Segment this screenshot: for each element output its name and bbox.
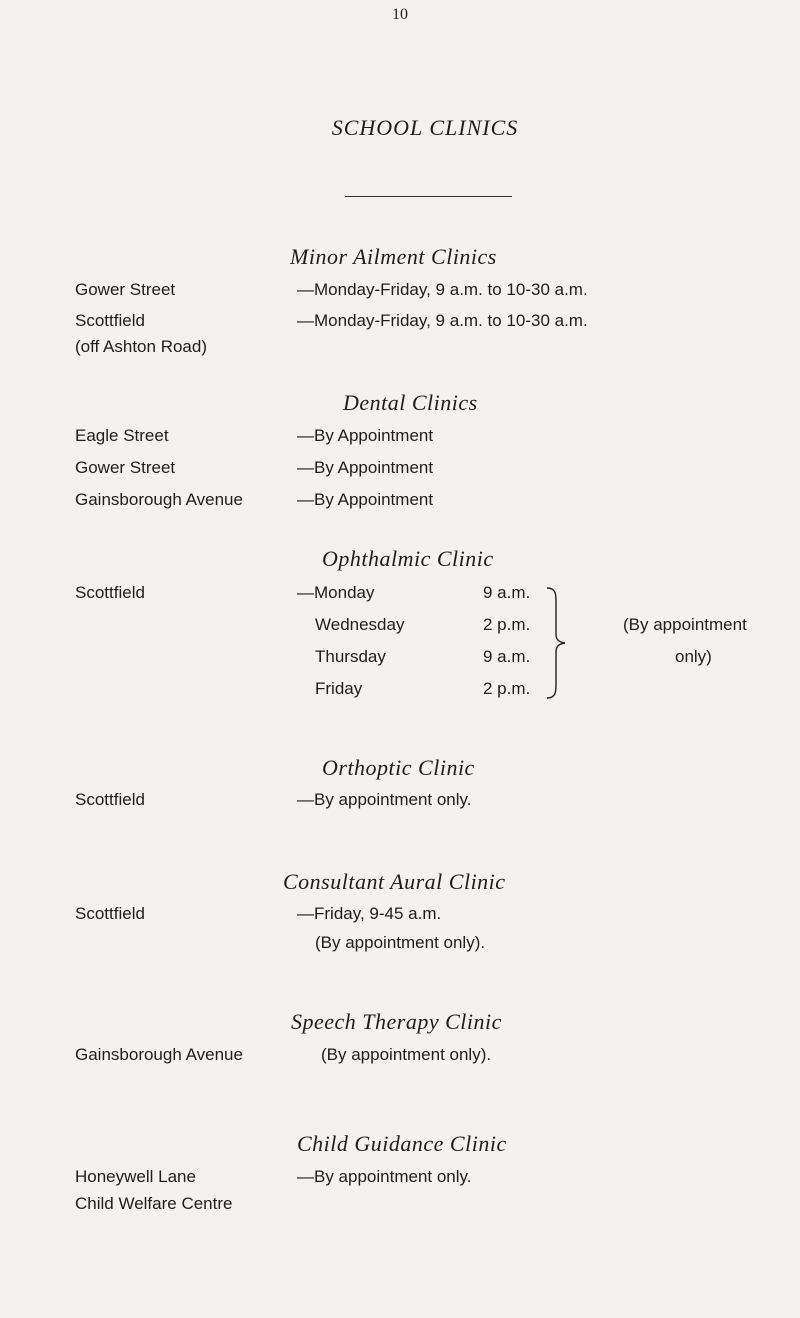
minor-hours-gower: —Monday-Friday, 9 a.m. to 10-30 a.m. [297, 280, 588, 299]
guidance-place2: Child Welfare Centre [75, 1194, 233, 1213]
dental-place-eagle: Eagle Street [75, 426, 169, 445]
dental-place-gower: Gower Street [75, 458, 176, 477]
ophthalmic-note-line2: only) [675, 647, 712, 666]
minor-place-gower: Gower Street [75, 280, 176, 299]
ophthalmic-note-line1: (By appointment [623, 615, 747, 634]
dental-heading: Dental Clinics [343, 390, 478, 415]
ophthalmic-day-friday: Friday [315, 679, 363, 698]
dental-detail-gower: —By Appointment [297, 458, 434, 477]
speech-detail: (By appointment only). [321, 1045, 492, 1064]
guidance-detail: —By appointment only. [297, 1167, 472, 1186]
right-brace-icon [545, 586, 567, 700]
orthoptic-heading: Orthoptic Clinic [322, 755, 475, 780]
minor-place-scottfield-sub: (off Ashton Road) [75, 337, 207, 356]
ophthalmic-time-wednesday: 2 p.m. [483, 615, 531, 634]
title-divider [345, 196, 512, 197]
minor-ailment-heading: Minor Ailment Clinics [290, 244, 497, 269]
speech-heading: Speech Therapy Clinic [291, 1009, 502, 1034]
ophthalmic-time-monday: 9 a.m. [483, 583, 531, 602]
orthoptic-place: Scottfield [75, 790, 145, 809]
ophthalmic-time-thursday: 9 a.m. [483, 647, 531, 666]
speech-place: Gainsborough Avenue [75, 1045, 243, 1064]
page-title: SCHOOL CLINICS [331, 115, 519, 140]
dental-place-gainsborough: Gainsborough Avenue [75, 490, 243, 509]
page-number: 10 [392, 6, 408, 23]
orthoptic-detail: —By appointment only. [297, 790, 472, 809]
ophthalmic-day-wednesday: Wednesday [315, 615, 405, 634]
minor-hours-scottfield: —Monday-Friday, 9 a.m. to 10-30 a.m. [297, 311, 588, 330]
ophthalmic-place: Scottfield [75, 583, 145, 602]
aural-heading: Consultant Aural Clinic [283, 869, 506, 894]
guidance-heading: Child Guidance Clinic [297, 1131, 507, 1156]
dental-detail-gainsborough: —By Appointment [297, 490, 434, 509]
ophthalmic-day-monday: —Monday [297, 583, 375, 602]
minor-place-scottfield: Scottfield [75, 311, 145, 330]
dental-detail-eagle: —By Appointment [297, 426, 434, 445]
aural-detail2: (By appointment only). [315, 933, 486, 952]
guidance-place: Honeywell Lane [75, 1167, 196, 1186]
ophthalmic-time-friday: 2 p.m. [483, 679, 531, 698]
ophthalmic-day-thursday: Thursday [315, 647, 386, 666]
aural-detail: —Friday, 9-45 a.m. [297, 904, 442, 923]
aural-place: Scottfield [75, 904, 145, 923]
ophthalmic-heading: Ophthalmic Clinic [322, 546, 494, 571]
